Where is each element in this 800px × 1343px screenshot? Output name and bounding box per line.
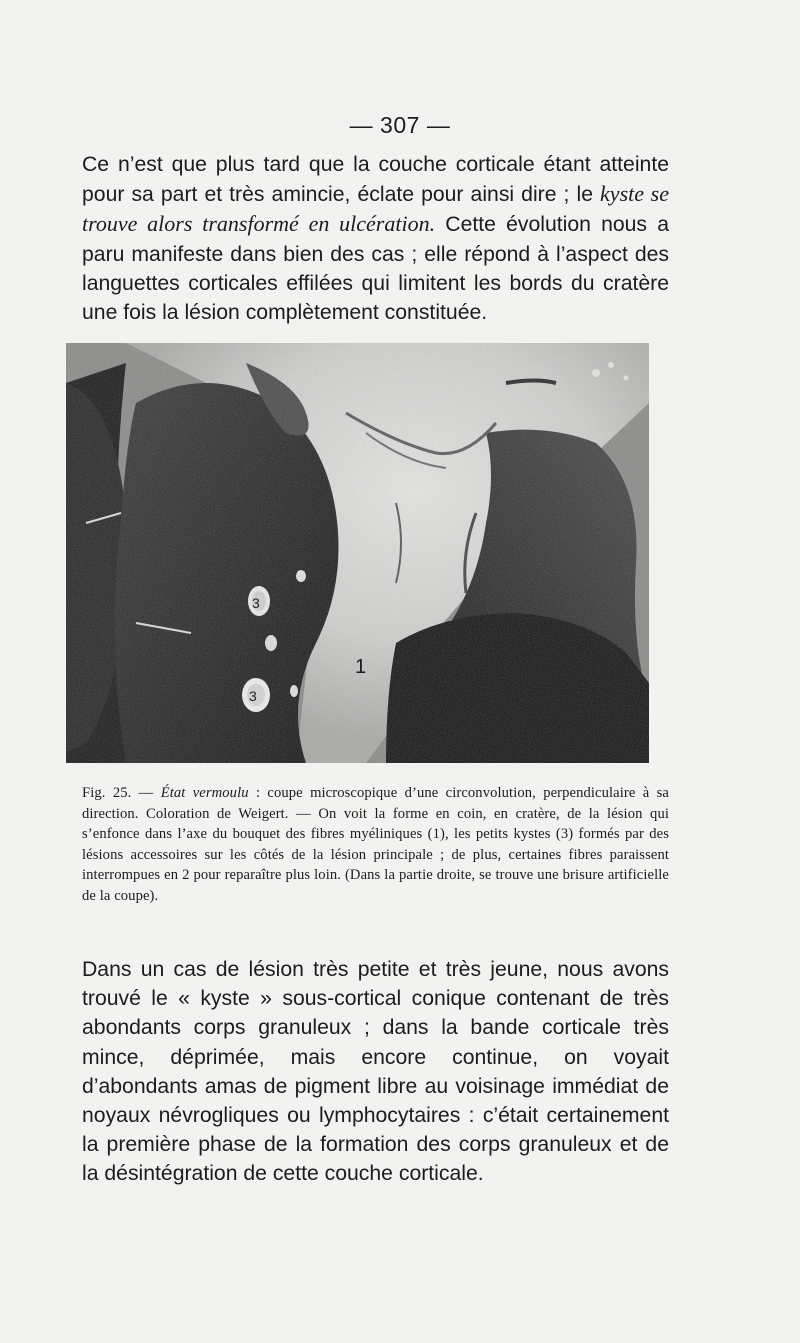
micrograph-figure <box>66 343 649 763</box>
paragraph-bottom: Dans un cas de lésion très petite et très jeune, nous avons trouvé le « kyste » sous-cortical conique contenant de très abondants corps granuleux ; dans la bande corticale très mince, déprimée, mais encore continue, on voyait d’abondants amas de pigment libre au voisinage immédiat de noyaux névrogliques ou lymphocytaires : c’était certainement la première phase de la formation des corps granuleux et de la désintégration de cette couche corticale. <box>82 958 669 1186</box>
paragraph-top-italic: kyste se trouve alors transformé en ulcération. <box>82 181 670 237</box>
figure-label-1: 1 <box>355 656 367 678</box>
figure-caption <box>82 783 669 907</box>
caption-prefix: Fig. 25. — <box>82 785 161 801</box>
caption-title: État vermoulu <box>160 785 249 801</box>
paragraph-top <box>82 150 669 327</box>
micrograph-image <box>66 343 649 763</box>
figure-label-3-lower: 3 <box>249 688 257 704</box>
page-number: — 307 — <box>349 112 451 138</box>
caption-text: : coupe microscopique d’une circonvolution, perpendiculaire à sa direction. Coloration de Weigert. — On voit la forme en coin, en cratère, de la lésion qui s’enfonce dans l’axe du bouquet des fibres myéliniques (1), les petits kystes (3) formés par des lésions accessoires sur les côtés de la lésion principale ; de plus, certaines fibres paraissent interrompues en 2 pour reparaître plus loin. (Dans la partie droite, se trouve une brisure artificielle de la coupe). <box>82 785 669 904</box>
figure-label-3-upper: 3 <box>252 595 260 611</box>
paragraph-top-text-1: Ce n’est que plus tard que la couche corticale étant atteinte pour sa part et très amincie, éclate pour ainsi dire ; le <box>82 153 669 207</box>
paragraph-top-text-2: Cette évolution nous a paru manifeste dans bien des cas ; elle répond à l’aspect des languettes corticales effilées qui limitent les bords du cratère une fois la lésion complètement constituée. <box>82 213 669 325</box>
